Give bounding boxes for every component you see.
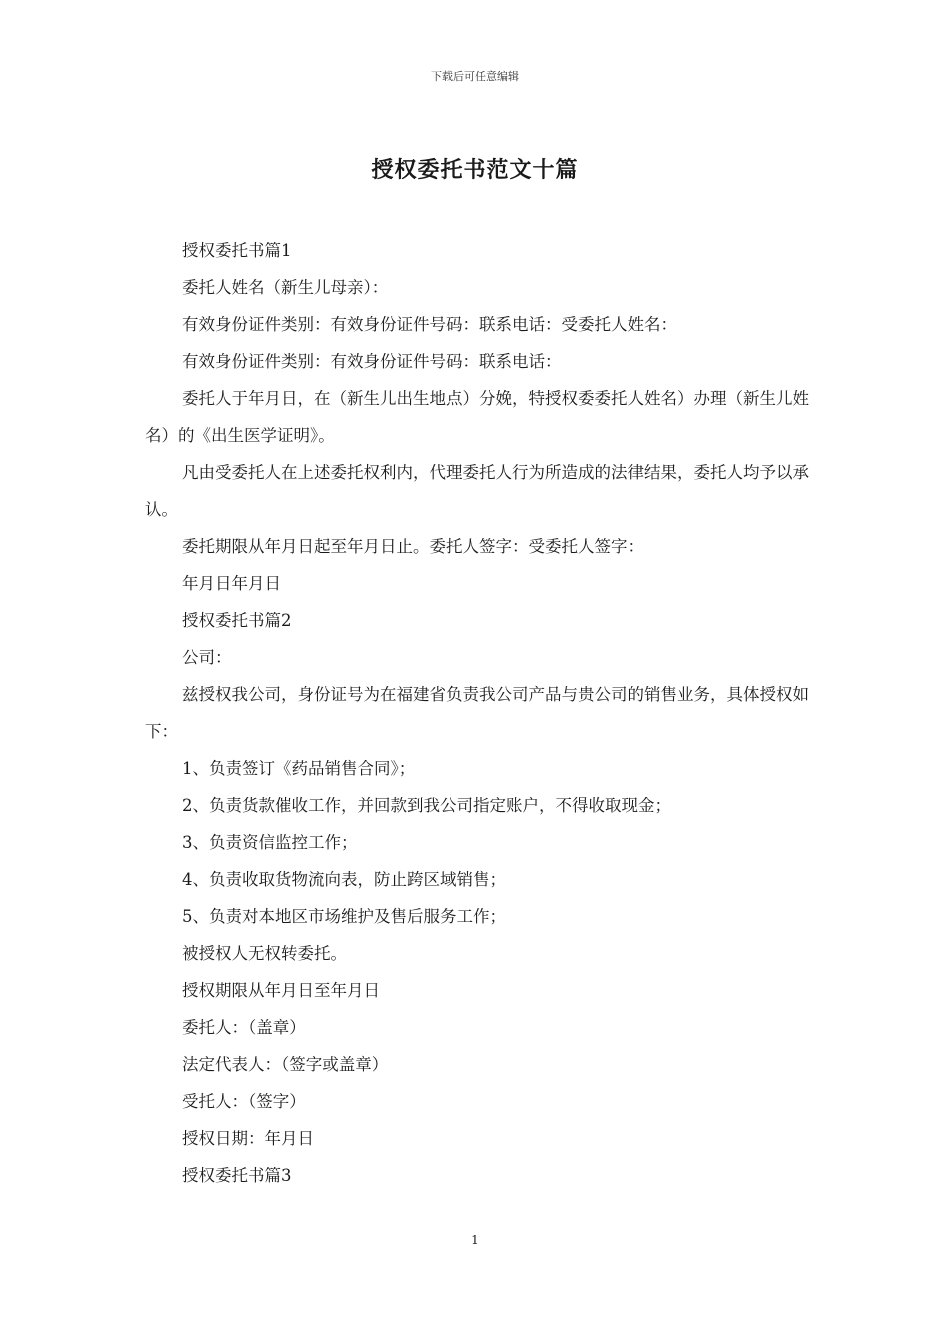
paragraph: 法定代表人：（签字或盖章） [182,1055,389,1074]
paragraph: 2、负责货款催收工作，并回款到我公司指定账户，不得收取现金； [182,796,671,815]
paragraph: 授权期限从年月日至年月日 [182,981,380,1000]
paragraph: 委托人于年月日，在（新生儿出生地点）分娩，特授权委委托人姓名）办理（新生儿姓名）的《出生医学证明》。 [145,389,809,445]
header-note: 下载后可任意编辑 [431,70,519,83]
document-body [145,232,815,1194]
paragraph: 1、负责签订《药品销售合同》； [182,759,416,778]
paragraph: 受托人：（签字） [182,1092,306,1111]
paragraph: 委托人姓名（新生儿母亲）： [182,278,389,297]
paragraph: 4、负责收取货物流向表，防止跨区域销售； [182,870,506,889]
paragraph: 授权委托书篇2 [182,611,292,630]
paragraph: 委托人：（盖章） [182,1018,306,1037]
paragraph: 授权日期：年月日 [182,1129,314,1148]
paragraph: 委托期限从年月日起至年月日止。委托人签字：受委托人签字： [182,537,644,556]
document-title: 授权委托书范文十篇 [371,157,579,183]
paragraph: 授权委托书篇3 [182,1166,292,1185]
paragraph: 年月日年月日 [182,574,281,593]
paragraph: 兹授权我公司，身份证号为在福建省负责我公司产品与贵公司的销售业务，具体授权如下： [145,685,809,741]
page-number: 1 [471,1233,479,1247]
paragraph: 被授权人无权转委托。 [182,944,347,963]
paragraph: 凡由受委托人在上述委托权利内，代理委托人行为所造成的法律结果，委托人均予以承认。 [145,463,809,519]
paragraph: 有效身份证件类别：有效身份证件号码：联系电话： [182,352,562,371]
paragraph: 有效身份证件类别：有效身份证件号码：联系电话：受委托人姓名： [182,315,677,334]
paragraph: 授权委托书篇1 [182,241,292,260]
paragraph: 5、负责对本地区市场维护及售后服务工作； [182,907,506,926]
paragraph: 公司： [182,648,232,667]
paragraph: 3、负责资信监控工作； [182,833,358,852]
